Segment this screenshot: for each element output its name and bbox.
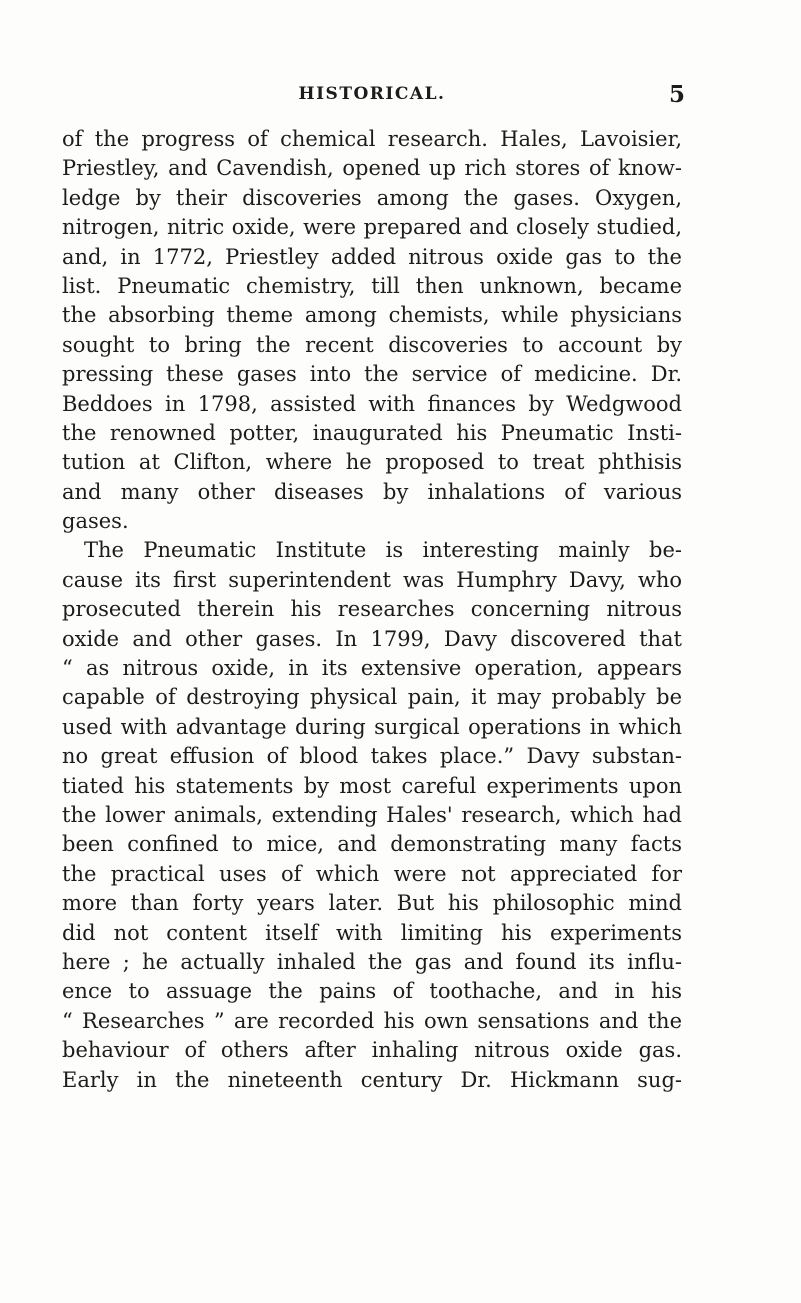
body-text	[62, 125, 682, 1095]
text-line: and many other diseases by inhalations of various	[62, 479, 682, 504]
text-line: been confined to mice, and demonstrating many facts	[62, 832, 682, 857]
text-line: gases.	[62, 509, 129, 534]
text-line: and, in 1772, Priestley added nitrous oxide gas to the	[62, 244, 682, 269]
text-line: nitrogen, nitric oxide, were prepared and closely studied,	[62, 215, 682, 240]
text-line: did not content itself with limiting his experiments	[62, 920, 682, 945]
text-line: “ Researches ” are recorded his own sensations and the	[62, 1008, 682, 1033]
text-line: The Pneumatic Institute is interesting mainly be-	[84, 538, 682, 563]
text-line: tution at Clifton, where he proposed to treat phthisis	[62, 450, 682, 475]
text-line: cause its first superintendent was Humphry Davy, who	[62, 567, 682, 592]
text-line: no great effusion of blood takes place.” Davy substan-	[62, 744, 682, 769]
text-line: ledge by their discoveries among the gases. Oxygen,	[62, 185, 682, 210]
text-line: “ as nitrous oxide, in its extensive operation, appears	[62, 656, 682, 681]
text-line: Beddoes in 1798, assisted with finances by Wedgwood	[62, 391, 682, 416]
text-line: capable of destroying physical pain, it may probably be	[62, 685, 682, 710]
text-line: here ; he actually inhaled the gas and found its influ-	[62, 949, 682, 974]
text-line: the renowned potter, inaugurated his Pneumatic Insti-	[62, 420, 682, 445]
text-line: more than forty years later. But his philosophic mind	[62, 891, 682, 916]
text-line: tiated his statements by most careful experiments upon	[62, 773, 682, 798]
text-line: list. Pneumatic chemistry, till then unknown, became	[62, 273, 682, 298]
page-number: 5	[668, 81, 685, 108]
text-line: ence to assuage the pains of toothache, and in his	[62, 979, 682, 1004]
text-line: of the progress of chemical research. Hales, Lavoisier,	[62, 127, 682, 151]
text-line: sought to bring the recent discoveries to account by	[62, 332, 682, 357]
text-line: the practical uses of which were not appreciated for	[62, 861, 682, 886]
text-line: pressing these gases into the service of medicine. Dr.	[62, 362, 682, 387]
text-line: behaviour of others after inhaling nitrous oxide gas.	[62, 1038, 682, 1063]
text-line: Priestley, and Cavendish, opened up rich stores of know-	[62, 156, 682, 181]
text-line: the lower animals, extending Hales' research, which had	[62, 802, 682, 827]
running-header	[62, 81, 685, 114]
text-line: oxide and other gases. In 1799, Davy discovered that	[62, 626, 682, 651]
running-title: HISTORICAL.	[298, 84, 446, 104]
text-line: used with advantage during surgical operations in which	[62, 714, 682, 739]
text-line: the absorbing theme among chemists, while physicians	[62, 303, 682, 328]
text-line: prosecuted therein his researches concerning nitrous	[62, 597, 682, 622]
text-line: Early in the nineteenth century Dr. Hickmann sug-	[62, 1067, 682, 1092]
